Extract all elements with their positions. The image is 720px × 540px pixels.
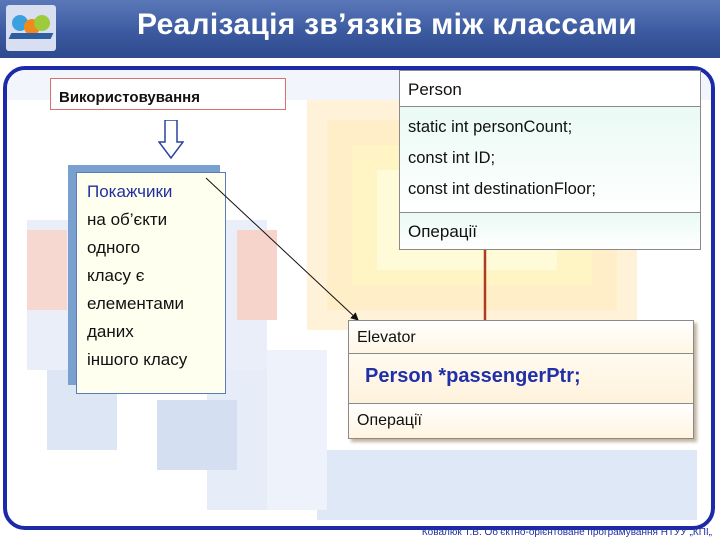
note-line: класу є — [87, 266, 145, 285]
person-attribute: static int personCount; — [408, 118, 573, 136]
pointer-arrow — [206, 178, 358, 320]
person-attributes — [400, 107, 700, 213]
person-attribute: const int destinationFloor; — [408, 180, 597, 198]
note-line: даних — [87, 322, 134, 341]
note-line: на об’єкти — [87, 210, 168, 229]
person-class-name: Person — [400, 71, 700, 107]
person-operations: Операції — [400, 213, 700, 249]
elevator-class-name: Elevator — [349, 321, 693, 354]
note-line: Покажчики — [87, 182, 173, 201]
note-line: іншого класу — [87, 350, 188, 369]
note-line: одного — [87, 238, 141, 257]
slide-title: Реалізація зв’язків між классами — [137, 8, 637, 41]
elevator-class-box — [348, 320, 694, 439]
person-attribute: const int ID; — [408, 149, 496, 167]
elevator-operations: Операції — [349, 404, 693, 438]
note-line: елементами — [87, 294, 185, 313]
usage-label: Використовування — [50, 78, 286, 110]
elevator-attribute: Person *passengerPtr; — [349, 354, 693, 404]
person-class-box — [399, 70, 701, 250]
slide-footer: Ковалюк Т.В. Об’єктно-орієнтоване програмування НТУУ „КПІ„ — [421, 527, 712, 538]
